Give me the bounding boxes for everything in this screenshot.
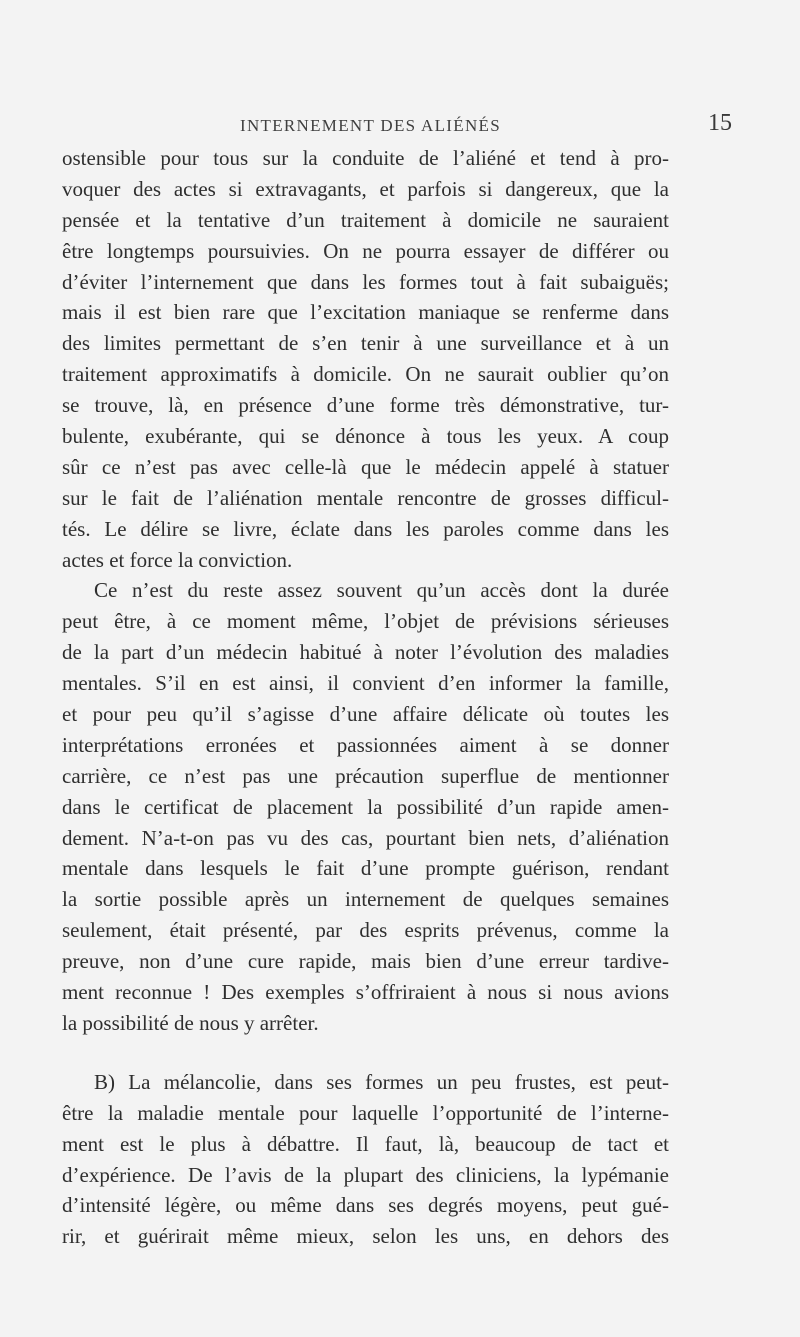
text-line: voquer des actes si extravagants, et parfois si dangereux, que la xyxy=(62,176,669,201)
text-line: tés. Le délire se livre, éclate dans les paroles comme dans les xyxy=(62,516,669,541)
text-line: d’intensité légère, ou même dans ses degrés moyens, peut gué- xyxy=(62,1193,669,1218)
paragraph-1 xyxy=(62,143,669,575)
paragraph-2 xyxy=(62,575,669,1038)
text-line: d’éviter l’internement que dans les formes tout à fait subaiguës; xyxy=(62,269,669,294)
text-line: la sortie possible après un internement de quelques semaines xyxy=(62,887,669,912)
running-head xyxy=(62,110,732,140)
page-number: 15 xyxy=(708,110,732,136)
text-line: se trouve, là, en présence d’une forme très démonstrative, tur- xyxy=(62,393,669,418)
text-line: B) La mélancolie, dans ses formes un peu frustes, est peut- xyxy=(94,1069,669,1094)
text-line: mentale dans lesquels le fait d’une prompte guérison, rendant xyxy=(62,856,669,881)
text-line: peut être, à ce moment même, l’objet de prévisions sérieuses xyxy=(62,609,669,634)
text-line: pensée et la tentative d’un traitement à domicile ne sauraient xyxy=(62,207,669,232)
text-line: traitement approximatifs à domicile. On ne saurait oublier qu’on xyxy=(62,362,669,387)
body-text xyxy=(62,143,669,1252)
text-line: dement. N’a-t-on pas vu des cas, pourtant bien nets, d’aliénation xyxy=(62,825,669,850)
text-line: d’expérience. De l’avis de la plupart des cliniciens, la lypémanie xyxy=(62,1162,669,1187)
text-line: être la maladie mentale pour laquelle l’opportunité de l’interne- xyxy=(62,1100,669,1125)
text-line: sur le fait de l’aliénation mentale rencontre de grosses difficul- xyxy=(62,485,669,510)
text-line: la possibilité de nous y arrêter. xyxy=(62,1010,319,1035)
text-line: sûr ce n’est pas avec celle-là que le médecin appelé à statuer xyxy=(62,454,669,479)
text-line: bulente, exubérante, qui se dénonce à tous les yeux. A coup xyxy=(62,424,669,449)
text-line: mentales. S’il en est ainsi, il convient d’en informer la famille, xyxy=(62,671,669,696)
text-line: ostensible pour tous sur la conduite de l’aliéné et tend à pro- xyxy=(62,146,669,170)
text-line: dans le certificat de placement la possibilité d’un rapide amen- xyxy=(62,794,669,819)
text-line: être longtemps poursuivies. On ne pourra essayer de différer ou xyxy=(62,238,669,263)
text-line: des limites permettant de s’en tenir à une surveillance et à un xyxy=(62,331,669,356)
text-line: preuve, non d’une cure rapide, mais bien d’une erreur tardive- xyxy=(62,949,669,974)
running-title: INTERNEMENT DES ALIÉNÉS xyxy=(240,116,501,135)
text-line: ment est le plus à débattre. Il faut, là, beaucoup de tact et xyxy=(62,1131,669,1156)
text-line: actes et force la conviction. xyxy=(62,547,293,572)
text-line: interprétations erronées et passionnées aiment à se donner xyxy=(62,732,669,757)
text-line: de la part d’un médecin habitué à noter l’évolution des maladies xyxy=(62,640,669,665)
text-line: mais il est bien rare que l’excitation maniaque se renferme dans xyxy=(62,300,669,325)
text-line: seulement, était présenté, par des esprits prévenus, comme la xyxy=(62,918,669,943)
text-line: carrière, ce n’est pas une précaution superflue de mentionner xyxy=(62,763,669,788)
text-line: ment reconnue ! Des exemples s’offriraient à nous si nous avions xyxy=(62,980,669,1005)
paragraph-3 xyxy=(62,1067,669,1252)
paragraph-gap xyxy=(62,1039,669,1067)
text-line: rir, et guérirait même mieux, selon les uns, en dehors des xyxy=(62,1224,669,1249)
text-line: Ce n’est du reste assez souvent qu’un accès dont la durée xyxy=(94,578,669,603)
text-line: et pour peu qu’il s’agisse d’une affaire délicate où toutes les xyxy=(62,702,669,727)
